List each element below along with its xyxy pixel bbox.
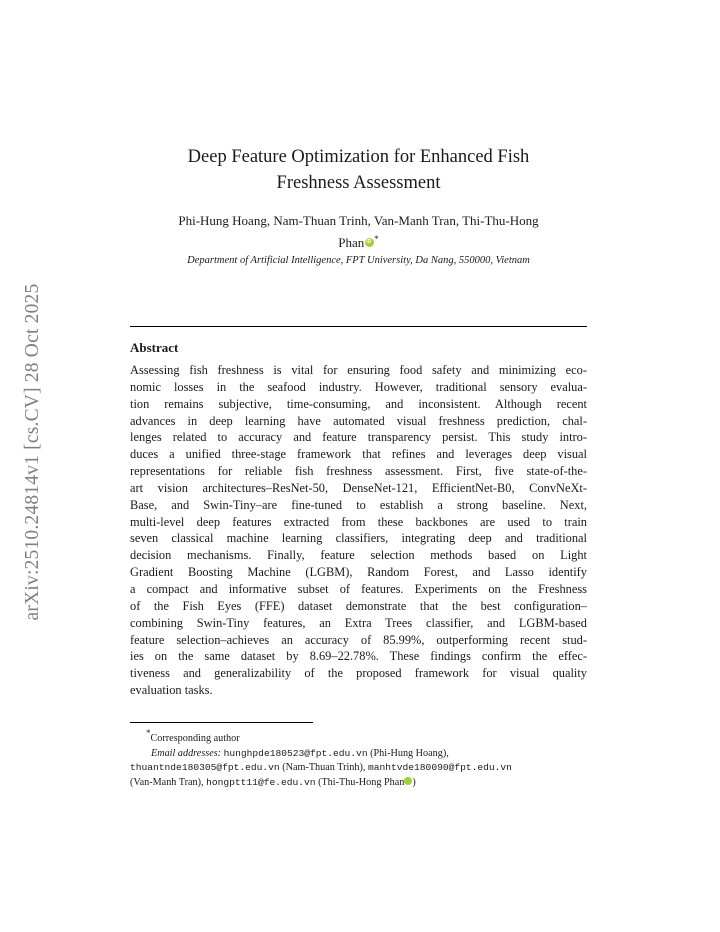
email-owner: (Van-Manh Tran), bbox=[130, 776, 204, 788]
footnotes bbox=[130, 726, 587, 790]
corresponding-label: Corresponding author bbox=[150, 733, 240, 744]
authors-line-1: Phi-Hung Hoang, Nam-Thuan Trinh, Van-Manh Tran, Thi-Thu-Hong bbox=[178, 213, 539, 228]
abstract-line: lenges related to accuracy and feature transparency persist. This study intro- bbox=[130, 430, 587, 445]
abstract-line: decision mechanisms. Finally, feature selection methods based on Light bbox=[130, 548, 587, 563]
authors-line-2 bbox=[130, 230, 587, 252]
abstract-line: a compact and informative subset of features. Experiments on the Freshness bbox=[130, 581, 587, 596]
abstract-line: multi-level deep features extracted from these backbones are used to train bbox=[130, 514, 587, 529]
abstract-line: ies on the same dataset by 8.69–22.78%. These findings confirm the effec- bbox=[130, 649, 587, 664]
affiliation: Department of Artificial Intelligence, FPT University, Da Nang, 550000, Vietnam bbox=[187, 255, 530, 266]
abstract-line: seven classical machine learning classifiers, integrating deep and traditional bbox=[130, 531, 587, 546]
title-line-2: Freshness Assessment bbox=[276, 173, 441, 193]
author-name-phan: Phan bbox=[338, 235, 365, 250]
abstract-line: combining Swin-Tiny features, an Extra Trees classifier, and LGBM-based bbox=[130, 615, 587, 630]
footnote-emails-line-3 bbox=[130, 776, 587, 791]
abstract-heading: Abstract bbox=[130, 340, 179, 355]
abstract-line: of the Fish Eyes (FFE) dataset demonstrate that the best configuration– bbox=[130, 598, 587, 613]
email-owner: (Thi-Thu-Hong Phan bbox=[318, 776, 405, 788]
abstract-line: Gradient Boosting Machine (LGBM), Random Forest, and Lasso identify bbox=[130, 565, 587, 580]
author-list bbox=[130, 212, 587, 252]
abstract-line: art vision architectures–ResNet-50, DenseNet-121, EfficientNet-B0, ConvNeXt- bbox=[130, 480, 587, 495]
footnote-corresponding bbox=[130, 726, 587, 747]
email-owner: (Nam-Thuan Trinh), bbox=[282, 762, 366, 774]
footnote-divider bbox=[130, 722, 313, 723]
abstract-line: Base, and Swin-Tiny–are fine-tuned to establish a strong baseline. Next, bbox=[130, 497, 587, 512]
email-link[interactable]: manhtvde180090@fpt.edu.vn bbox=[367, 762, 512, 774]
footnote-mark: * bbox=[146, 728, 151, 738]
arxiv-identifier: arXiv:2510.24814v1 [cs.CV] 28 Oct 2025 bbox=[22, 283, 43, 621]
closing-paren: ) bbox=[412, 776, 416, 788]
abstract-line: tion remains subjective, time-consuming, and inconsistent. Although recent bbox=[130, 396, 587, 411]
abstract-line: representations for reliable fish freshness assessment. First, five state-of-the- bbox=[130, 464, 587, 479]
abstract-line: Assessing fish freshness is vital for ensuring food safety and minimizing eco- bbox=[130, 363, 587, 377]
email-link[interactable]: thuantnde180305@fpt.edu.vn bbox=[130, 762, 280, 774]
top-divider bbox=[130, 326, 587, 327]
email-label: Email addresses: bbox=[151, 747, 222, 759]
abstract-line: nomic losses in the seafood industry. However, traditional sensory evalua- bbox=[130, 379, 587, 394]
title-line-1: Deep Feature Optimization for Enhanced Fish bbox=[187, 147, 530, 167]
email-link[interactable]: hongptt11@fe.edu.vn bbox=[206, 776, 316, 788]
abstract-line: feature selection–achieves an accuracy of 85.99%, outperforming recent stud- bbox=[130, 632, 587, 647]
abstract-line: evaluation tasks. bbox=[130, 683, 213, 698]
abstract-line: duces a unified three-stage framework that refines and leverages deep visual bbox=[130, 447, 587, 462]
abstract-line: tiveness and generalizability of the proposed framework for visual quality bbox=[130, 666, 587, 681]
footnote-emails-line-1 bbox=[130, 747, 587, 762]
abstract-text bbox=[130, 362, 587, 699]
corresponding-mark: * bbox=[374, 234, 379, 244]
footnote-emails-line-2 bbox=[130, 761, 587, 776]
paper-title bbox=[130, 144, 587, 196]
abstract-line: advances in deep learning have automated visual freshness prediction, chal- bbox=[130, 413, 587, 428]
email-link[interactable]: hunghpde180523@fpt.edu.vn bbox=[223, 747, 368, 759]
orcid-icon[interactable] bbox=[365, 238, 374, 247]
email-owner: (Phi-Hung Hoang), bbox=[370, 747, 449, 759]
